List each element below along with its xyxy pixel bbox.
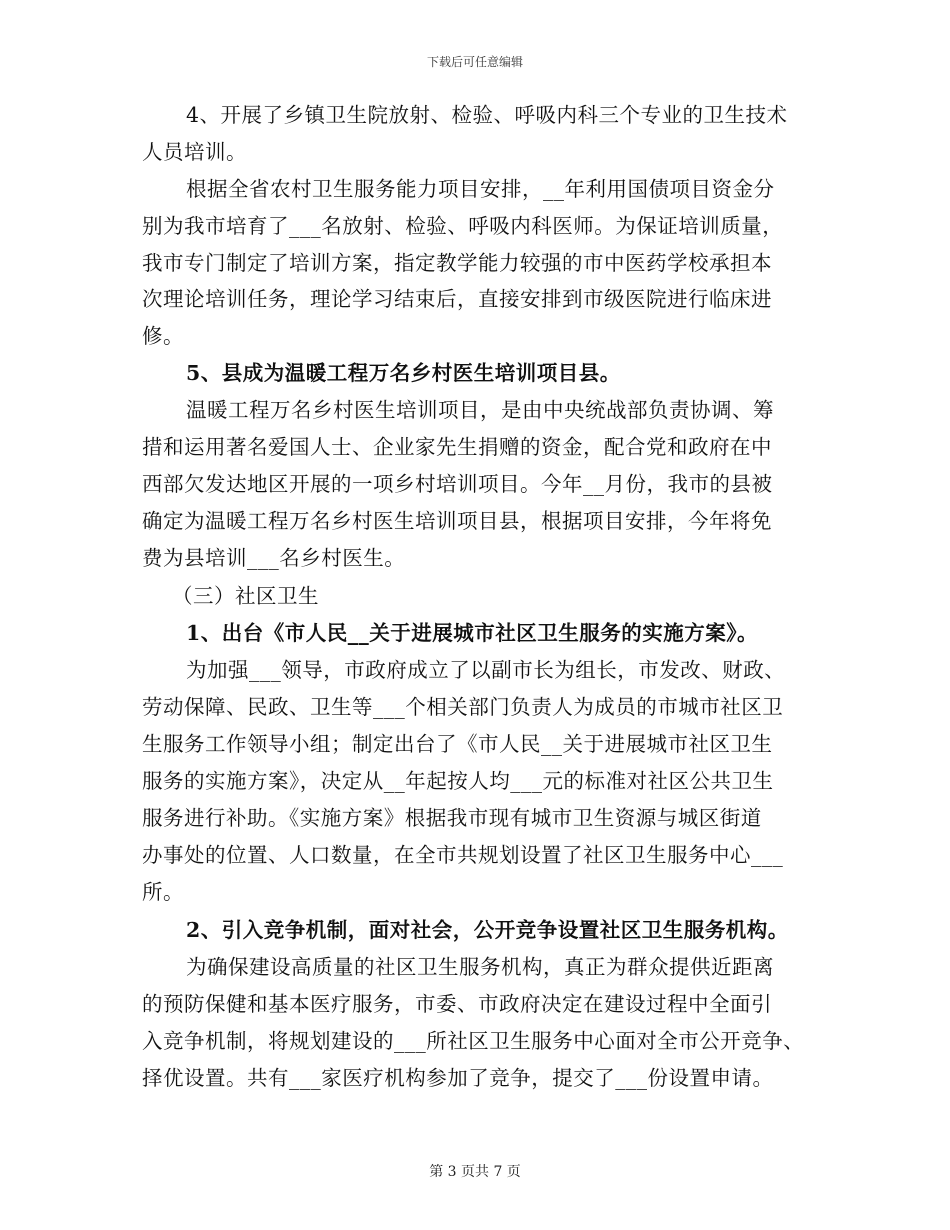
paragraph-line: 人员培训。 (142, 140, 247, 164)
paragraph-line: （三）社区卫生 (172, 584, 319, 608)
paragraph-line: 办事处的位置、人口数量，在全市共规划设置了社区卫生服务中心___ (142, 843, 784, 867)
paragraph-line: 措和运用著名爱国人士、企业家先生捐赠的资金，配合党和政府在中 (142, 435, 772, 459)
paragraph-line: 的预防保健和基本医疗服务，市委、市政府决定在建设过程中全面引 (142, 992, 772, 1016)
paragraph-line: 入竞争机制，将规划建设的___所社区卫生服务中心面对全市公开竞争、 (142, 1029, 805, 1053)
paragraph-line: 温暖工程万名乡村医生培训项目，是由中央统战部负责协调、筹 (186, 398, 774, 422)
paragraph-line: 择优设置。共有___家医疗机构参加了竞争，提交了___份设置申请。 (142, 1066, 774, 1090)
section-heading: 2、引入竞争机制，面对社会，公开竞争设置社区卫生服务机构。 (186, 918, 789, 942)
paragraph-line: 为加强___领导，市政府成立了以副市长为组长，市发改、财政、 (186, 658, 786, 682)
paragraph-line: 费为县培训___名乡村医生。 (142, 546, 406, 570)
page-footer: 第 3 页共 7 页 (429, 1164, 521, 1180)
paragraph-line: 服务进行补助。《实施方案》根据我市现有城市卫生资源与城区街道 (142, 806, 762, 830)
paragraph-line: 次理论培训任务，理论学习结束后，直接安排到市级医院进行临床进 (142, 287, 772, 311)
paragraph-line: 生服务工作领导小组；制定出台了《市人民__关于进展城市社区卫生 (142, 732, 773, 756)
paragraph-line: 劳动保障、民政、卫生等___个相关部门负责人为成员的市城市社区卫 (142, 695, 784, 719)
paragraph-line: 别为我市培育了___名放射、检验、呼吸内科医师。为保证培训质量， (142, 214, 784, 238)
paragraph-line: 修。 (142, 324, 184, 348)
page-header: 下载后可任意编辑 (426, 55, 523, 69)
paragraph-line: 根据全省农村卫生服务能力项目安排，__年利用国债项目资金分 (186, 177, 775, 201)
paragraph-line: 服务的实施方案》，决定从__年起按人均___元的标准对社区公共卫生 (142, 769, 774, 793)
section-heading: 1、出台《市人民__关于进展城市社区卫生服务的实施方案》。 (186, 621, 759, 645)
paragraph-line: 所。 (142, 880, 184, 904)
paragraph-line: 确定为温暖工程万名乡村医生培训项目县，根据项目安排，今年将免 (142, 509, 772, 533)
paragraph-line: 为确保建设高质量的社区卫生服务机构，真正为群众提供近距离 (186, 955, 774, 979)
paragraph-line: 4、开展了乡镇卫生院放射、检验、呼吸内科三个专业的卫生技术 (186, 103, 788, 127)
section-heading: 5、县成为温暖工程万名乡村医生培训项目县。 (186, 361, 621, 385)
paragraph-line: 西部欠发达地区开展的一项乡村培训项目。今年__月份，我市的县被 (142, 472, 773, 496)
paragraph-line: 我市专门制定了培训方案，指定教学能力较强的市中医药学校承担本 (142, 251, 772, 275)
